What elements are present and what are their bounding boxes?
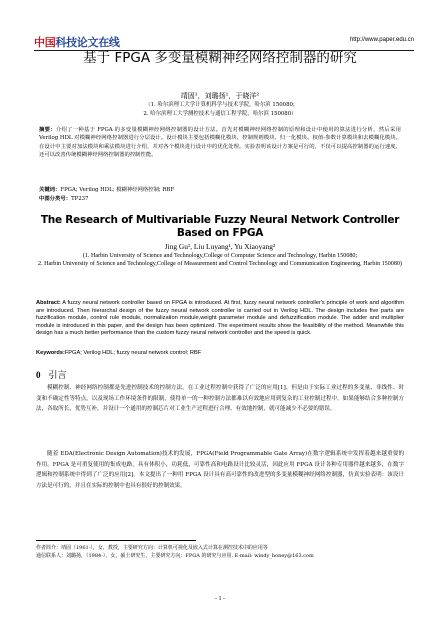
chinese-affiliations: [40, 101, 400, 119]
section-heading: [36, 368, 67, 381]
body-paragraph: 随着 EDA(Electronic Design Automation)技术的发展，FPGA(Field Programmable Gate Array)在数字逻辑系统中发挥着越来越重要的作用。FPGA 是可重复使用的集成电路，具有体积小，功耗低，可靠性高和电路设计比较灵活，因此应用 FPGA 设计各种专用器件越来越多，在数字逻辑和控制系统中得到了广泛的应用[2]。本文提出了一种用 FPGA 设计具有高可靠性的改进型的多变量模糊神经网络控制器，仿真实验表明：该设计方法是可行的，并且在实际的控制中也具有很好的控制效果。: [36, 451, 404, 489]
english-title: The Research of Multivariable Fuzzy Neural Network Controller Based on FPGA: [40, 214, 400, 239]
footnote-contact: 通信联系人：刘璐扬，（1984-），女，硕士研究生，主要研究方向：FPGA 的研究与应用. E-mail: windy_honey@163.com: [36, 553, 314, 559]
chinese-keywords-label: 关键词：: [39, 187, 61, 193]
english-keywords: [36, 350, 404, 356]
chinese-title: 基于 FPGA 多变量模糊神经网络控制器的研究: [83, 50, 357, 66]
chinese-affiliation-1: （1. 哈尔滨理工大学计算机科学与技术学院，哈尔滨 150080;: [145, 102, 295, 108]
chinese-abstract-text: 介绍了一种基于 FPGA 的多变量模糊神经网络控制器的设计方法。首先对模糊神经网络控制的原理和设计中使用的算法进行分析，然后采用 Verilog HDL 对模糊神经网络控制器进行分层设计。设计模块主要包括模糊化模块、控制规则模块、归一化模块、权值-参数计算模块和去模糊化模块。在设计中主要对加法模块和乘法模块进行介绍，并对各个模块进行设计中的优化处理。实验表明该设计方案是可行的，不仅可以提高控制器的运行速度，还可以改善传统模糊神经网络控制器的控制性能。: [39, 127, 402, 159]
site-logo[interactable]: [34, 34, 120, 50]
footnotes: [36, 544, 404, 560]
chinese-authors: 靖固¹，刘璐扬¹，于晓洋²: [180, 92, 260, 100]
body-paragraph: 模糊控制、神经网络控制都是先进控制技术的控制方法，在工业过程控制中获得了广泛的应用[1]。但是由于实际工业过程的多变量、非线性、时变和不确定性等特点，以及现场工作环境条件的限制，使得单一的一种控制方法都难以有效地应用到复杂的工业控制过程中。如果能够结合多种控制方法，各取所长，优势互补，并设计一个通用的控制芯片对工业生产过程进行合理、有效地控制，就可能减少不必要的错误。: [36, 385, 404, 413]
english-keywords-label: Keywords:: [36, 350, 65, 356]
header-url[interactable]: http://www.paper.edu.cn: [349, 37, 414, 43]
section-number: 0: [36, 370, 41, 380]
chinese-keywords-text: FPGA; Verilog HDL; 模糊神经网络控制; RBF: [60, 187, 175, 193]
chinese-affiliation-2: 2. 哈尔滨理工大学测控技术与通信工程学院，哈尔滨 150080）: [143, 111, 297, 117]
chinese-abstract: [39, 126, 401, 160]
logo-text-part2: 科技论文在线: [55, 36, 120, 49]
chinese-classification: [39, 194, 401, 202]
logo-text-part1: 中国: [34, 36, 56, 49]
section-title: 引言: [48, 371, 67, 381]
page-number: - 1 -: [215, 596, 225, 602]
footnote-divider: [36, 540, 196, 541]
page-header: [34, 34, 414, 51]
english-abstract-text: A fuzzy neural network controller based on FPGA is introduced. At first, fuzzy neural network controller's principle of work and algorithm are introduced. Then hierarchal design of the fuzzy neural network controller is carried out in Verilog HDL. The design includes five parts are fuzzification module, control rule module, normalization module,weight parameter module and defuzzification module. The adder and multiplier module is introduced in this paper, and the design has been optimized. The experiment results show the feasibility of the method. Meanwhile this design has a much better performance than the custom fuzzy neural network controller and the speed is quick.: [36, 300, 404, 336]
english-keywords-text: FPGA; Verilog HDL; fuzzy neural network control; RBF: [64, 350, 202, 356]
chinese-keywords: [39, 185, 401, 193]
footnote-author-bio: 作者简介：靖固（1961-），女，教授，主要研究方向：计算机可视化及嵌入式计算在测控技术中的应用等: [36, 545, 268, 551]
english-abstract: [36, 300, 404, 338]
english-abstract-label: Abstract:: [36, 300, 61, 306]
english-affiliation-2: 2. Harbin University of Science and Technology,College of Measurement and Control Technology and Communication Engineering, Harbin 150080): [38, 261, 402, 267]
chinese-abstract-label: 摘要：: [39, 127, 56, 133]
english-affiliation-1: (1. Harbin University of Science and Technology,College of Computer Science and Technology, Harbin 150080;: [82, 253, 358, 259]
classification-label: 中图分类号：: [39, 196, 72, 202]
english-affiliations: [36, 252, 404, 268]
classification-code: TP237: [71, 196, 89, 202]
english-authors: Jing Gu¹, Liu Luyang¹, Yu Xiaoyang²: [164, 242, 276, 251]
